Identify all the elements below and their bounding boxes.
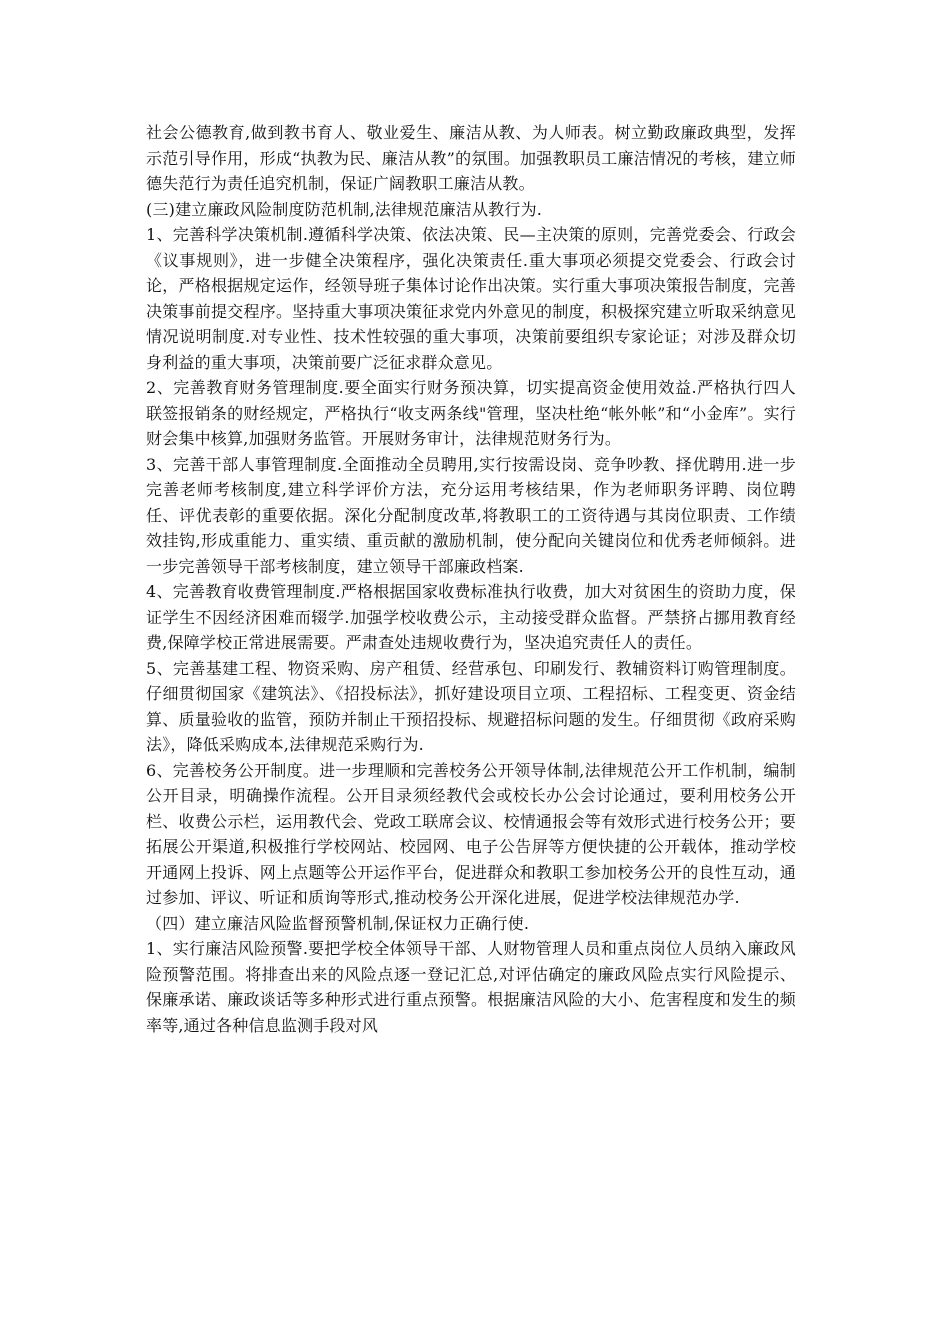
- paragraph-affairs-disclosure: 6、完善校务公开制度。进一步理顺和完善校务公开领导体制,法律规范公开工作机制，编制公开目录，明确操作流程。公开目录须经教代会或校长办公会讨论通过，要利用校务公开栏、收费公示栏，运用教代会、党政工联席会议、校情通报会等有效形式进行校务公开；要拓展公开渠道,积极推行学校网站、校园网、电子公告屏等方便快捷的公开载体，推动学校开通网上投诉、网上点题等公开运作平台，促进群众和教职工参加校务公开的良性互动，通过参加、评议、听证和质询等形式,推动校务公开深化进展，促进学校法律规范办学.: [146, 760, 796, 907]
- paragraph-decision-mechanism: 1、完善科学决策机制.遵循科学决策、依法决策、民—主决策的原则，完善党委会、行政会《议事规则》，进一步健全决策程序，强化决策责任.重大事项必须提交党委会、行政会讨论，严格根据规定运作，经领导班子集体讨论作出决策。实行重大事项决策报告制度，完善决策事前提交程序。坚持重大事项决策征求党内外意见的制度，积极探究建立听取采纳意见情况说明制度.对专业性、技术性较强的重大事项，决策前要组织专家论证；对涉及群众切身利益的重大事项，决策前要广泛征求群众意见。: [146, 225, 796, 372]
- heading-section-4: （四）建立廉洁风险监督预警机制,保证权力正确行使.: [146, 913, 530, 933]
- paragraph-personnel-management: 3、完善干部人事管理制度.全面推动全员聘用,实行按需设岗、竞争吵教、择优聘用.进一步完善老师考核制度,建立科学评价方法，充分运用考核结果，作为老师职务评聘、岗位聘任、评优表彰的重要依据。深化分配制度改革,将教职工的工资待遇与其岗位职责、工作绩效挂钩,形成重能力、重实绩、重贡献的激励机制，使分配向关键岗位和优秀老师倾斜。进一步完善领导干部考核制度，建立领导干部廉政档案.: [146, 454, 796, 576]
- heading-section-3: (三)建立廉政风险制度防范机制,法律规范廉洁从教行为.: [146, 199, 543, 219]
- paragraph-finance-management: 2、完善教育财务管理制度.要全面实行财务预决算，切实提高资金使用效益.严格执行四人联签报销条的财经规定，严格执行“收支两条线"管理，坚决杜绝“帐外帐”和“小金库”。实行财会集中核算,加强财务监管。开展财务审计，法律规范财务行为。: [146, 378, 796, 448]
- paragraph-risk-warning: 1、实行廉洁风险预警.要把学校全体领导干部、人财物管理人员和重点岗位人员纳入廉政风险预警范围。将排查出来的风险点逐一登记汇总,对评估确定的廉政风险点实行风险提示、保廉承诺、廉政谈话等多种形式进行重点预警。根据廉洁风险的大小、危害程度和发生的频率等,通过各种信息监测手段对风: [146, 939, 796, 1035]
- document-page: [146, 120, 796, 1038]
- paragraph-teacher-ethics: 社会公德教育,做到教书育人、敬业爱生、廉洁从教、为人师表。树立勤政廉政典型，发挥示范引导作用，形成“执教为民、廉洁从教”的氛围。加强教职员工廉洁情况的考核，建立师德失范行为责任追究机制，保证广阔教职工廉洁从教。: [146, 123, 796, 193]
- paragraph-fee-management: 4、完善教育收费管理制度.严格根据国家收费标准执行收费，加大对贫困生的资助力度，保证学生不因经济困难而辍学.加强学校收费公示，主动接受群众监督。严禁挤占挪用教育经费,保障学校正常进展需要。严肃查处违规收费行为，坚决追究责任人的责任。: [146, 582, 796, 652]
- paragraph-procurement: 5、完善基建工程、物资采购、房产租赁、经营承包、印刷发行、教辅资料订购管理制度。仔细贯彻国家《建筑法》、《招投标法》，抓好建设项目立项、工程招标、工程变更、资金结算、质量验收的监管，预防并制止干预招投标、规避招标问题的发生。仔细贯彻《政府采购法》，降低采购成本,法律规范采购行为.: [146, 658, 796, 754]
